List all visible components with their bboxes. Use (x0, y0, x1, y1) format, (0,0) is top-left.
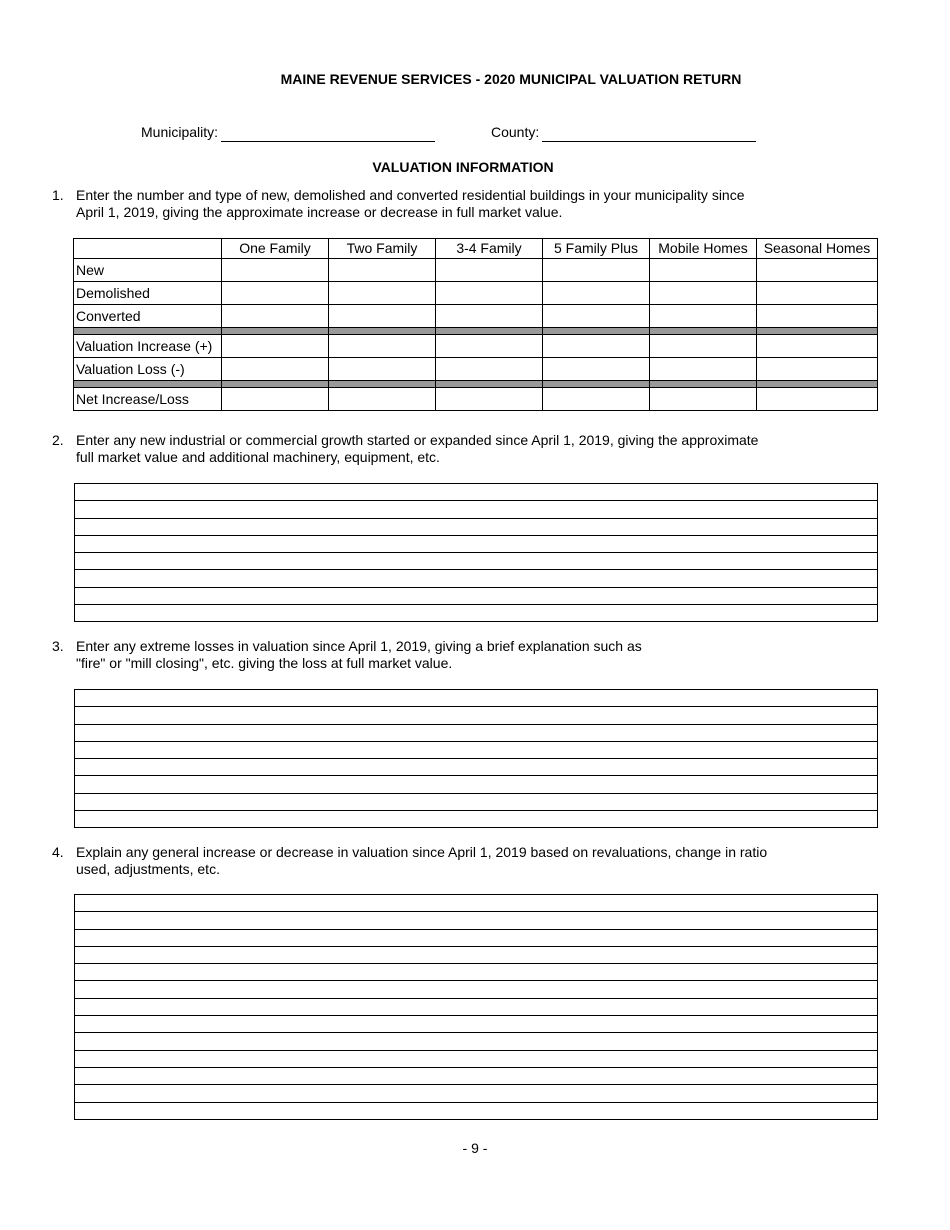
q1-number: 1. (52, 187, 64, 203)
table-cell[interactable] (222, 305, 329, 328)
answer-line[interactable] (75, 999, 877, 1016)
table-cell[interactable] (436, 259, 543, 282)
q3-line2: "fire" or "mill closing", etc. giving the loss at full market value. (76, 655, 453, 671)
table-cell[interactable] (757, 282, 878, 305)
answer-line[interactable] (75, 519, 877, 536)
table-corner-cell (74, 239, 222, 259)
table-row (74, 358, 878, 381)
table-cell[interactable] (650, 305, 757, 328)
table-cell[interactable] (757, 335, 878, 358)
answer-line[interactable] (75, 725, 877, 742)
q4-text (76, 844, 767, 878)
county-field[interactable] (542, 124, 756, 142)
table-cell[interactable] (222, 259, 329, 282)
table-cell[interactable] (650, 388, 757, 411)
table-cell[interactable] (543, 259, 650, 282)
form-title: MAINE REVENUE SERVICES - 2020 MUNICIPAL VALUATION RETURN (280, 71, 742, 87)
table-cell[interactable] (222, 282, 329, 305)
answer-line[interactable] (75, 947, 877, 964)
answer-line[interactable] (75, 930, 877, 947)
q3-number: 3. (52, 638, 64, 654)
table-cell[interactable] (436, 305, 543, 328)
table-cell[interactable] (436, 388, 543, 411)
answer-line[interactable] (75, 1068, 877, 1085)
q3-text (76, 638, 642, 672)
table-cell[interactable] (757, 388, 878, 411)
answer-line[interactable] (75, 501, 877, 518)
row-label: Valuation Loss (-) (74, 358, 222, 381)
table-cell[interactable] (329, 305, 436, 328)
q2-line2: full market value and additional machinery, equipment, etc. (76, 449, 440, 465)
row-label: Converted (74, 305, 222, 328)
table-row (74, 282, 878, 305)
row-label: Demolished (74, 282, 222, 305)
answer-line[interactable] (75, 964, 877, 981)
answer-line[interactable] (75, 759, 877, 776)
county-label: County: (491, 124, 540, 140)
table-cell[interactable] (650, 335, 757, 358)
answer-line[interactable] (75, 1016, 877, 1033)
table-cell[interactable] (329, 388, 436, 411)
table-cell[interactable] (436, 282, 543, 305)
separator-row (74, 381, 878, 388)
table-cell[interactable] (222, 358, 329, 381)
table-cell[interactable] (329, 259, 436, 282)
q4-line1: Explain any general increase or decrease in valuation since April 1, 2019 based on revaluations, change in ratio (76, 844, 768, 860)
table-row (74, 335, 878, 358)
q2-line1: Enter any new industrial or commercial growth started or expanded since April 1, 2019, giving the approximate (76, 432, 759, 448)
answer-line[interactable] (75, 776, 877, 793)
table-cell[interactable] (436, 335, 543, 358)
q1-text (76, 187, 745, 221)
table-row (74, 259, 878, 282)
answer-line[interactable] (75, 570, 877, 587)
page-number: - 9 - (462, 1140, 488, 1156)
residential-buildings-table (73, 238, 878, 411)
table-cell[interactable] (650, 282, 757, 305)
answer-line[interactable] (75, 981, 877, 998)
municipality-field[interactable] (221, 124, 435, 142)
col-header: 3-4 Family (436, 239, 543, 259)
col-header: One Family (222, 239, 329, 259)
table-cell[interactable] (329, 282, 436, 305)
answer-line[interactable] (75, 1033, 877, 1050)
answer-line[interactable] (75, 707, 877, 724)
table-cell[interactable] (436, 358, 543, 381)
table-cell[interactable] (757, 358, 878, 381)
answer-line[interactable] (75, 912, 877, 929)
col-header: 5 Family Plus (543, 239, 650, 259)
table-cell[interactable] (543, 335, 650, 358)
q4-number: 4. (52, 844, 64, 860)
answer-line[interactable] (75, 484, 877, 501)
table-cell[interactable] (543, 358, 650, 381)
answer-line[interactable] (75, 794, 877, 811)
q1-line1: Enter the number and type of new, demolished and converted residential buildings in your municipality since (76, 187, 745, 203)
row-label: Net Increase/Loss (74, 388, 222, 411)
separator-row (74, 328, 878, 335)
col-header: Seasonal Homes (757, 239, 878, 259)
answer-line[interactable] (75, 895, 877, 912)
q3-line1: Enter any extreme losses in valuation since April 1, 2019, giving a brief explanation such as (76, 638, 642, 654)
col-header: Mobile Homes (650, 239, 757, 259)
q2-text (76, 432, 758, 466)
table-cell[interactable] (650, 358, 757, 381)
municipality-label: Municipality: (141, 124, 219, 140)
table-cell[interactable] (329, 358, 436, 381)
table-cell[interactable] (222, 388, 329, 411)
q4-line2: used, adjustments, etc. (76, 861, 220, 877)
table-cell[interactable] (650, 259, 757, 282)
answer-line[interactable] (75, 536, 877, 553)
answer-line[interactable] (75, 742, 877, 759)
col-header: Two Family (329, 239, 436, 259)
table-cell[interactable] (757, 305, 878, 328)
table-cell[interactable] (757, 259, 878, 282)
row-label: Valuation Increase (+) (74, 335, 222, 358)
q1-line2: April 1, 2019, giving the approximate increase or decrease in full market value. (76, 204, 563, 220)
q4-answer-box[interactable] (74, 894, 878, 1120)
q2-answer-box[interactable] (74, 483, 878, 622)
table-cell[interactable] (329, 335, 436, 358)
answer-line[interactable] (75, 1085, 877, 1102)
answer-line[interactable] (75, 605, 877, 621)
answer-line[interactable] (75, 553, 877, 570)
section-title: VALUATION INFORMATION (372, 159, 554, 175)
answer-line[interactable] (75, 811, 877, 827)
row-label: New (74, 259, 222, 282)
q3-answer-box[interactable] (74, 689, 878, 828)
table-row (74, 305, 878, 328)
table-row (74, 388, 878, 411)
answer-line[interactable] (75, 1051, 877, 1068)
table-cell[interactable] (543, 388, 650, 411)
answer-line[interactable] (75, 1103, 877, 1119)
table-cell[interactable] (543, 282, 650, 305)
table-cell[interactable] (543, 305, 650, 328)
table-cell[interactable] (222, 335, 329, 358)
answer-line[interactable] (75, 690, 877, 707)
answer-line[interactable] (75, 588, 877, 605)
q2-number: 2. (52, 432, 64, 448)
